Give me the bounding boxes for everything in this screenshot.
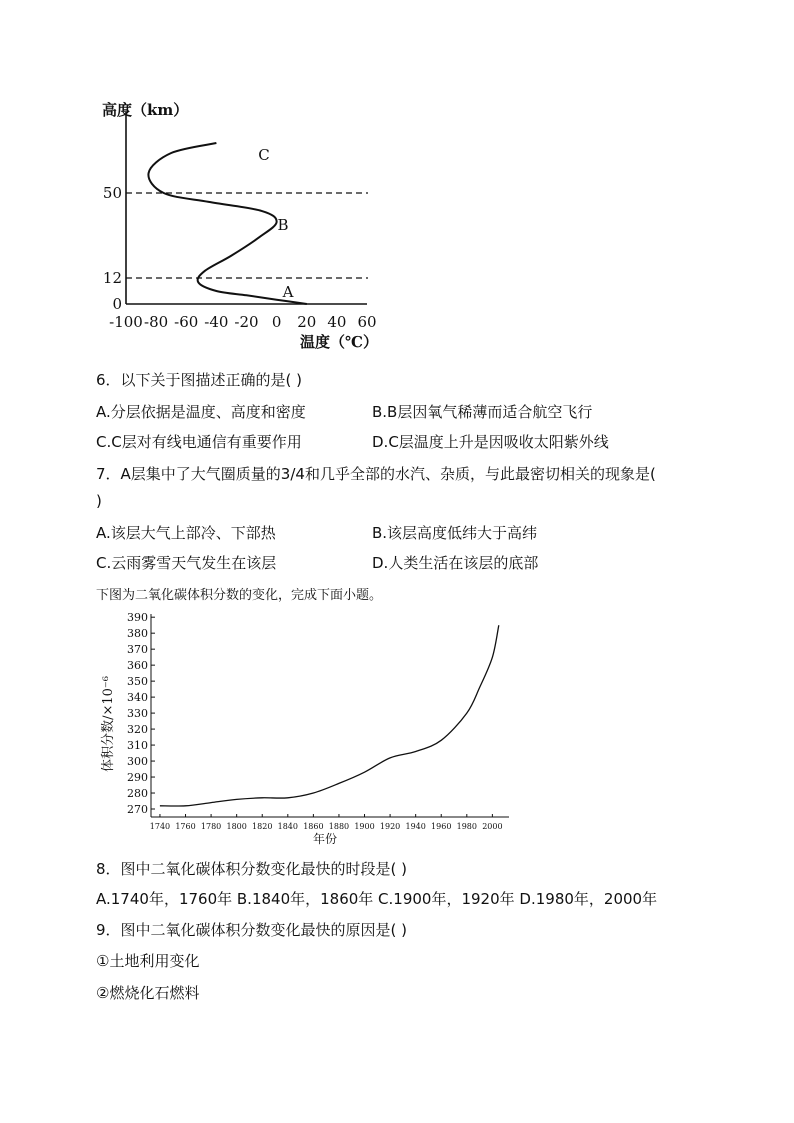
- chart2-x-tick-label: 1880: [328, 822, 350, 831]
- chart2-x-tick-label: 1900: [354, 822, 375, 831]
- chart2-y-tick-label: 310: [127, 739, 148, 753]
- chart2-y-tick-label: 280: [127, 787, 148, 801]
- question-8-options: A.1740年，1760年 B.1840年，1860年 C.1900年，1920年 D.1980年，2000年: [96, 890, 658, 908]
- chart1-x-tick-label: 40: [327, 313, 347, 331]
- question-9-item-2: ②燃烧化石燃料: [96, 984, 200, 1002]
- question-7-option-b: B.该层高度低纬大于高纬: [372, 524, 538, 542]
- question-7-stem: 7．A层集中了大气圈质量的3/4和几乎全部的水汽、杂质，与此最密切相关的现象是(: [96, 465, 656, 483]
- layer-label-b: B: [277, 216, 289, 234]
- chart2-x-tick-label: 1780: [200, 822, 222, 831]
- question-7-option-d: D.人类生活在该层的底部: [372, 554, 539, 572]
- chart2-x-tick-label: 1760: [175, 822, 196, 831]
- chart1-y-axis-label: 高度（km）: [102, 101, 189, 119]
- chart1-x-tick-label: -40: [204, 313, 229, 331]
- layer-label-c: C: [258, 146, 270, 164]
- chart2-x-tick-label: 1820: [252, 822, 273, 831]
- chart1-x-tick-label: -80: [144, 313, 169, 331]
- question-6-option-c: C.C层对有线电通信有重要作用: [96, 433, 302, 451]
- chart2-y-tick-label: 350: [127, 675, 148, 689]
- chart2-x-tick-label: 1960: [431, 822, 452, 831]
- chart2-y-tick-label: 340: [127, 691, 148, 705]
- chart2-x-tick-label: 1840: [277, 822, 298, 831]
- chart1-y-tick-label: 50: [102, 184, 122, 202]
- chart2-x-tick-label: 1920: [379, 822, 401, 831]
- question-6-option-b: B.B层因氧气稀薄而适合航空飞行: [372, 403, 593, 421]
- chart2-y-tick-label: 320: [127, 723, 148, 737]
- chart2-y-tick-label: 270: [127, 803, 148, 817]
- chart2-x-tick-label: 1940: [405, 822, 426, 831]
- question-6-option-a: A.分层依据是温度、高度和密度: [96, 403, 306, 421]
- chart2-y-tick-label: 300: [127, 755, 148, 769]
- co2-section-intro: 下图为二氧化碳体积分数的变化，完成下面小题。: [96, 588, 383, 603]
- chart2-x-axis-label: 年份: [312, 832, 338, 846]
- chart2-y-tick-label: 290: [127, 771, 148, 785]
- question-7-option-a: A.该层大气上部冷、下部热: [96, 524, 276, 542]
- chart2-x-tick-label: 1740: [149, 822, 171, 831]
- co2-concentration-line: [160, 625, 499, 806]
- question-7-stem-end: ): [96, 492, 102, 510]
- chart2-x-tick-label: 1800: [226, 822, 247, 831]
- chart1-x-tick-label: 20: [297, 313, 317, 331]
- question-7-option-c: C.云雨雾雪天气发生在该层: [96, 554, 277, 572]
- chart1-x-tick-label: -60: [174, 313, 199, 331]
- chart1-x-tick-label: 0: [271, 313, 282, 331]
- chart2-y-tick-label: 370: [127, 643, 148, 657]
- layer-label-a: A: [282, 283, 294, 301]
- chart2-x-tick-label: 2000: [482, 822, 503, 831]
- question-9-item-1: ①土地利用变化: [96, 952, 200, 970]
- chart2-x-tick-label: 1980: [456, 822, 477, 831]
- chart1-y-tick-label: 0: [112, 295, 122, 313]
- chart1-y-tick-label: 12: [102, 269, 122, 287]
- question-9-stem: 9．图中二氧化碳体积分数变化最快的原因是( ): [96, 921, 408, 939]
- question-8-stem: 8．图中二氧化碳体积分数变化最快的时段是( ): [96, 860, 408, 878]
- chart2-y-axis-label: 体积分数/×10⁻⁶: [101, 676, 116, 772]
- chart2-x-tick-label: 1860: [303, 822, 324, 831]
- chart2-y-tick-label: 380: [127, 627, 148, 641]
- chart2-y-tick-label: 360: [127, 659, 148, 673]
- chart1-x-tick-label: 60: [357, 313, 377, 331]
- chart1-x-tick-label: -20: [234, 313, 259, 331]
- chart1-x-axis-label: 温度（℃）: [300, 333, 378, 351]
- chart2-y-tick-label: 330: [127, 707, 148, 721]
- question-6-option-d: D.C层温度上升是因吸收太阳紫外线: [372, 433, 609, 451]
- chart1-x-tick-label: -100: [109, 313, 143, 331]
- question-6-stem: 6．以下关于图描述正确的是( ): [96, 371, 303, 389]
- chart2-y-tick-label: 390: [127, 611, 148, 625]
